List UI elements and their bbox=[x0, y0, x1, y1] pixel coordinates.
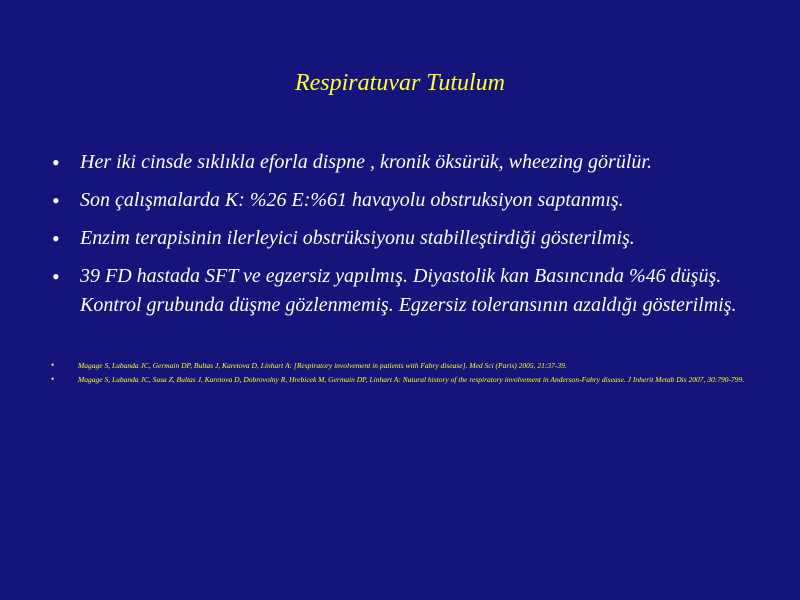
bullet-text: Son çalışmalarda K: %26 E:%61 havayolu obstruksiyon saptanmış. bbox=[80, 189, 624, 211]
bullet-icon: • bbox=[51, 360, 55, 370]
bullet-item bbox=[48, 186, 768, 215]
bullet-item bbox=[48, 148, 768, 177]
reference-text: Magage S, Lubanda JC, Germain DP, Bultas J, Karetova D, Linhart A: [Respiratory involvement in patients with Fabry disease]. Med Sci (Paris) 2005, 21:37-39. bbox=[78, 361, 567, 370]
slide-title: Respiratuvar Tutulum bbox=[294, 70, 505, 96]
bullet-item bbox=[48, 262, 768, 320]
bullet-icon: • bbox=[52, 264, 60, 289]
bullet-item bbox=[48, 224, 768, 253]
bullet-icon: • bbox=[52, 188, 60, 213]
bullet-icon: • bbox=[52, 226, 60, 251]
bullet-text: Enzim terapisinin ilerleyici obstrüksiyonu stabilleştirdiği gösterilmiş. bbox=[80, 227, 635, 249]
bullet-list bbox=[48, 148, 768, 329]
bullet-icon: • bbox=[52, 150, 60, 175]
bullet-text: Her iki cinsde sıklıkla eforla dispne , kronik öksürük, wheezing görülür. bbox=[80, 151, 652, 173]
reference-list bbox=[48, 360, 748, 388]
bullet-text: 39 FD hastada SFT ve egzersiz yapılmış. Diyastolik kan Basıncında %46 düşüş. Kontrol grubunda düşme gözlenmemiş. Egzersiz toleransının azaldığı gösterilmiş. bbox=[80, 265, 737, 316]
bullet-icon: • bbox=[51, 374, 55, 384]
reference-item bbox=[48, 374, 748, 385]
reference-item bbox=[48, 360, 748, 371]
reference-text: Magage S, Lubanda JC, Susa Z, Bultas J, Karetova D, Dobrovolny R, Hrebicek M, Germain DP, Linhart A: Natural history of the respiratory involvement in Anderson-Fabry disease. J Inherit Metab Dis 2007, 30:790-799. bbox=[78, 375, 745, 384]
